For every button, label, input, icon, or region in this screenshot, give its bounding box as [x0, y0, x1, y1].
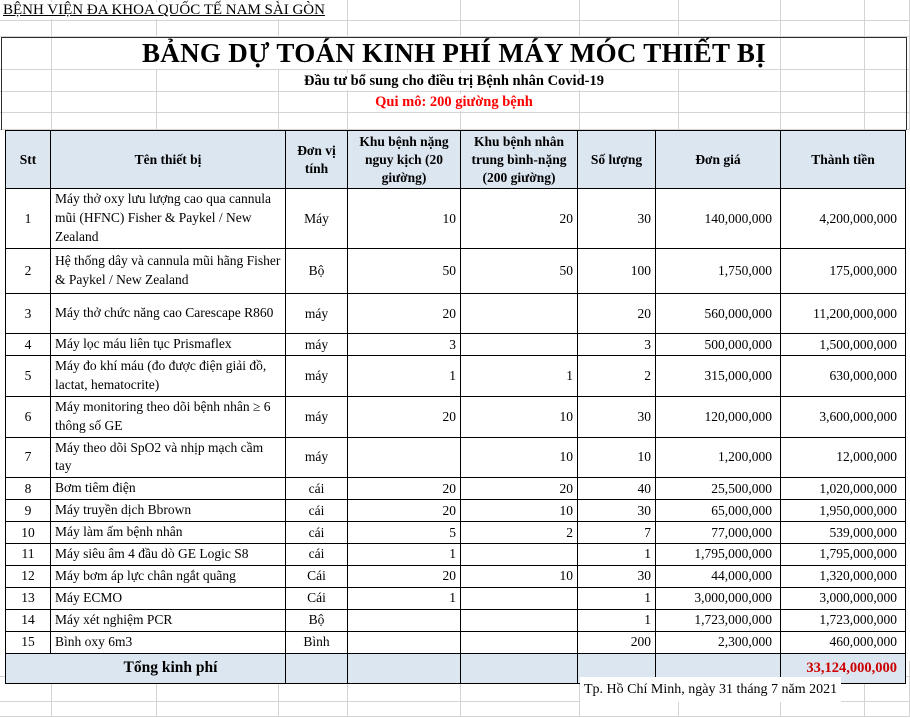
- cell-moderate: [461, 334, 578, 356]
- column-header-stt: Stt: [6, 131, 51, 189]
- cell-total: 11,200,000,000: [781, 294, 906, 334]
- cell-critical: 20: [348, 396, 461, 437]
- cell-qty: 200: [578, 631, 656, 653]
- cell-qty: 2: [578, 356, 656, 397]
- cell-qty: 1: [578, 609, 656, 631]
- cell-critical: 1: [348, 544, 461, 566]
- table-row: [6, 631, 906, 653]
- cell-qty: 40: [578, 478, 656, 500]
- sheet-grid-cell: [348, 0, 461, 20]
- sheet-grid-cell: [679, 0, 781, 20]
- sheet-grid-cell: [0, 21, 52, 36]
- sheet-grid-cell: [865, 21, 910, 36]
- sheet-grid-cell: [865, 0, 910, 20]
- cell-price: 1,200,000: [656, 437, 781, 478]
- sheet-grid-cell: [781, 0, 865, 20]
- table-row: [6, 294, 906, 334]
- cell-critical: 20: [348, 565, 461, 587]
- cell-name: Máy lọc máu liên tục Prismaflex: [51, 334, 286, 356]
- cell-price: 500,000,000: [656, 334, 781, 356]
- table-row: [6, 565, 906, 587]
- sheet-grid-cell: [157, 21, 279, 36]
- cell-critical: 20: [348, 500, 461, 522]
- sheet-grid-cell: [279, 702, 348, 716]
- sheet-grid-cell: [580, 702, 679, 716]
- sheet-grid-cell: [52, 702, 157, 716]
- cell-unit: máy: [286, 334, 348, 356]
- cell-price: 1,795,000,000: [656, 544, 781, 566]
- cell-price: 44,000,000: [656, 565, 781, 587]
- cell-qty: 30: [578, 189, 656, 249]
- sheet-gridline-row: [0, 702, 910, 717]
- cell-stt: 7: [6, 437, 51, 478]
- cell-price: 25,500,000: [656, 478, 781, 500]
- cell-name: Bình oxy 6m3: [51, 631, 286, 653]
- cell-stt: 12: [6, 565, 51, 587]
- cell-stt: 2: [6, 249, 51, 294]
- cell-qty: 1: [578, 587, 656, 609]
- cell-critical: [348, 437, 461, 478]
- cell-unit: Cái: [286, 587, 348, 609]
- cell-total: 3,000,000,000: [781, 587, 906, 609]
- hospital-name: BỆNH VIỆN ĐA KHOA QUỐC TẾ NAM SÀI GÒN: [3, 2, 329, 19]
- cell-moderate: [461, 631, 578, 653]
- table-row: [6, 609, 906, 631]
- table-header-row: [6, 131, 906, 189]
- cell-name: Máy xét nghiệm PCR: [51, 609, 286, 631]
- sheet-grid-cell: [461, 0, 580, 20]
- cell-stt: 6: [6, 396, 51, 437]
- cell-moderate: 10: [461, 565, 578, 587]
- sheet-grid-cell: [781, 21, 865, 36]
- table-row: [6, 522, 906, 544]
- page-title: BẢNG DỰ TOÁN KINH PHÍ MÁY MÓC THIẾT BỊ: [132, 38, 776, 69]
- cell-critical: [348, 609, 461, 631]
- cell-qty: 3: [578, 334, 656, 356]
- cell-name: Máy đo khí máu (đo được điện giải đồ, lactat, hematocrite): [51, 356, 286, 397]
- cell-stt: 11: [6, 544, 51, 566]
- cell-qty: 1: [578, 544, 656, 566]
- cell-unit: Bộ: [286, 249, 348, 294]
- cell-critical: 50: [348, 249, 461, 294]
- cell-name: Máy monitoring theo dõi bệnh nhân ≥ 6 thông số GE: [51, 396, 286, 437]
- cell-unit: cái: [286, 500, 348, 522]
- table-row: [6, 396, 906, 437]
- cell-moderate: 10: [461, 396, 578, 437]
- cell-unit: Bộ: [286, 609, 348, 631]
- cell-moderate: 50: [461, 249, 578, 294]
- cell-critical: 5: [348, 522, 461, 544]
- cell-stt: 15: [6, 631, 51, 653]
- cell-name: Máy thở chức năng cao Carescape R860: [51, 294, 286, 334]
- cell-unit: Cái: [286, 565, 348, 587]
- cell-price: 120,000,000: [656, 396, 781, 437]
- table-row: [6, 334, 906, 356]
- sheet-grid-cell: [0, 702, 52, 716]
- cell-stt: 8: [6, 478, 51, 500]
- cell-price: 1,723,000,000: [656, 609, 781, 631]
- cell-total: 1,320,000,000: [781, 565, 906, 587]
- cell-moderate: [461, 294, 578, 334]
- column-header-total: Thành tiền: [781, 131, 906, 189]
- cell-price: 140,000,000: [656, 189, 781, 249]
- column-header-name: Tên thiết bị: [51, 131, 286, 189]
- title-block: [1, 37, 907, 113]
- cell-moderate: [461, 544, 578, 566]
- sheet-grid-cell: [461, 702, 580, 716]
- cell-stt: 1: [6, 189, 51, 249]
- cell-stt: 4: [6, 334, 51, 356]
- grand-total-value: 33,124,000,000: [781, 653, 906, 683]
- cell-total: 1,950,000,000: [781, 500, 906, 522]
- cell-critical: 1: [348, 587, 461, 609]
- sheet-gridline-row: [0, 21, 910, 37]
- table-row: [6, 437, 906, 478]
- cell-qty: 20: [578, 294, 656, 334]
- cell-total: 1,723,000,000: [781, 609, 906, 631]
- column-header-critical: Khu bệnh nặng nguy kịch (20 giường): [348, 131, 461, 189]
- cell-total: 12,000,000: [781, 437, 906, 478]
- cell-unit: cái: [286, 522, 348, 544]
- cell-stt: 14: [6, 609, 51, 631]
- cell-name: Máy ECMO: [51, 587, 286, 609]
- cell-moderate: 20: [461, 478, 578, 500]
- cell-critical: 20: [348, 294, 461, 334]
- sheet-grid-cell: [865, 702, 910, 716]
- cell-name: Hệ thống dây và cannula mũi hãng Fisher & Paykel / New Zealand: [51, 249, 286, 294]
- cell-name: Máy làm ấm bệnh nhân: [51, 522, 286, 544]
- cell-unit: cái: [286, 478, 348, 500]
- cell-moderate: 10: [461, 437, 578, 478]
- table-row: [6, 478, 906, 500]
- cell-stt: 13: [6, 587, 51, 609]
- cell-unit: máy: [286, 294, 348, 334]
- sheet-grid-cell: [348, 21, 461, 36]
- cell-unit: máy: [286, 356, 348, 397]
- cell-moderate: 10: [461, 500, 578, 522]
- cell-total: 630,000,000: [781, 356, 906, 397]
- cell-critical: 3: [348, 334, 461, 356]
- cell-unit: Máy: [286, 189, 348, 249]
- cell-price: 1,750,000: [656, 249, 781, 294]
- table-row: [6, 189, 906, 249]
- cell-critical: 1: [348, 356, 461, 397]
- sheet-grid-cell: [279, 21, 348, 36]
- cell-price: 77,000,000: [656, 522, 781, 544]
- cell-total: 1,500,000,000: [781, 334, 906, 356]
- column-header-price: Đơn giá: [656, 131, 781, 189]
- cell-moderate: 2: [461, 522, 578, 544]
- column-header-unit: Đơn vị tính: [286, 131, 348, 189]
- cell-qty: 7: [578, 522, 656, 544]
- cell-moderate: 1: [461, 356, 578, 397]
- signature-row: [0, 677, 910, 702]
- column-header-moderate: Khu bệnh nhân trung bình-nặng (200 giường): [461, 131, 578, 189]
- column-header-qty: Số lượng: [578, 131, 656, 189]
- sheet-grid-cell: [781, 702, 865, 716]
- sheet-grid-cell: [461, 21, 580, 36]
- cell-stt: 10: [6, 522, 51, 544]
- sheet-grid-cell: [348, 702, 461, 716]
- scale-note: Qui mô: 200 giường bệnh: [367, 94, 541, 111]
- cell-stt: 3: [6, 294, 51, 334]
- cell-qty: 30: [578, 396, 656, 437]
- cell-critical: 20: [348, 478, 461, 500]
- cell-qty: 100: [578, 249, 656, 294]
- cell-unit: máy: [286, 396, 348, 437]
- cell-price: 3,000,000,000: [656, 587, 781, 609]
- cell-qty: 30: [578, 565, 656, 587]
- table-row: [6, 500, 906, 522]
- cell-name: Máy theo dõi SpO2 và nhịp mạch cầm tay: [51, 437, 286, 478]
- table-row: [6, 587, 906, 609]
- equipment-cost-table: [5, 130, 906, 684]
- cell-moderate: [461, 587, 578, 609]
- cell-total: 460,000,000: [781, 631, 906, 653]
- cell-total: 4,200,000,000: [781, 189, 906, 249]
- cell-stt: 9: [6, 500, 51, 522]
- grand-total-label: Tổng kinh phí: [6, 653, 286, 683]
- cell-name: Máy siêu âm 4 đầu dò GE Logic S8: [51, 544, 286, 566]
- sheet-grid-cell: [580, 21, 679, 36]
- sheet-grid-cell: [679, 702, 781, 716]
- cell-critical: 10: [348, 189, 461, 249]
- table-row: [6, 356, 906, 397]
- cell-price: 315,000,000: [656, 356, 781, 397]
- cell-critical: [348, 631, 461, 653]
- cell-unit: máy: [286, 437, 348, 478]
- cell-name: Máy thở oxy lưu lượng cao qua cannula mũi (HFNC) Fisher & Paykel / New Zealand: [51, 189, 286, 249]
- cell-moderate: [461, 609, 578, 631]
- cell-price: 65,000,000: [656, 500, 781, 522]
- table-row: [6, 544, 906, 566]
- cell-total: 539,000,000: [781, 522, 906, 544]
- cell-name: Máy bơm áp lực chân ngắt quãng: [51, 565, 286, 587]
- cell-unit: cái: [286, 544, 348, 566]
- cell-qty: 10: [578, 437, 656, 478]
- cell-price: 560,000,000: [656, 294, 781, 334]
- sheet-grid-cell: [580, 0, 679, 20]
- sheet-grid-cell: [52, 21, 157, 36]
- date-place-line: Tp. Hồ Chí Minh, ngày 31 tháng 7 năm 2021: [580, 677, 841, 702]
- page-subtitle: Đầu tư bổ sung cho điều trị Bệnh nhân Covid-19: [296, 73, 612, 90]
- cell-moderate: 20: [461, 189, 578, 249]
- cell-unit: Bình: [286, 631, 348, 653]
- cell-stt: 5: [6, 356, 51, 397]
- cell-price: 2,300,000: [656, 631, 781, 653]
- cell-qty: 30: [578, 500, 656, 522]
- cell-name: Bơm tiêm điện: [51, 478, 286, 500]
- cell-name: Máy truyền dịch Bbrown: [51, 500, 286, 522]
- table-row: [6, 249, 906, 294]
- cell-total: 175,000,000: [781, 249, 906, 294]
- sheet-grid-cell: [157, 702, 279, 716]
- cell-total: 3,600,000,000: [781, 396, 906, 437]
- cell-total: 1,020,000,000: [781, 478, 906, 500]
- cell-total: 1,795,000,000: [781, 544, 906, 566]
- sheet-grid-cell: [679, 21, 781, 36]
